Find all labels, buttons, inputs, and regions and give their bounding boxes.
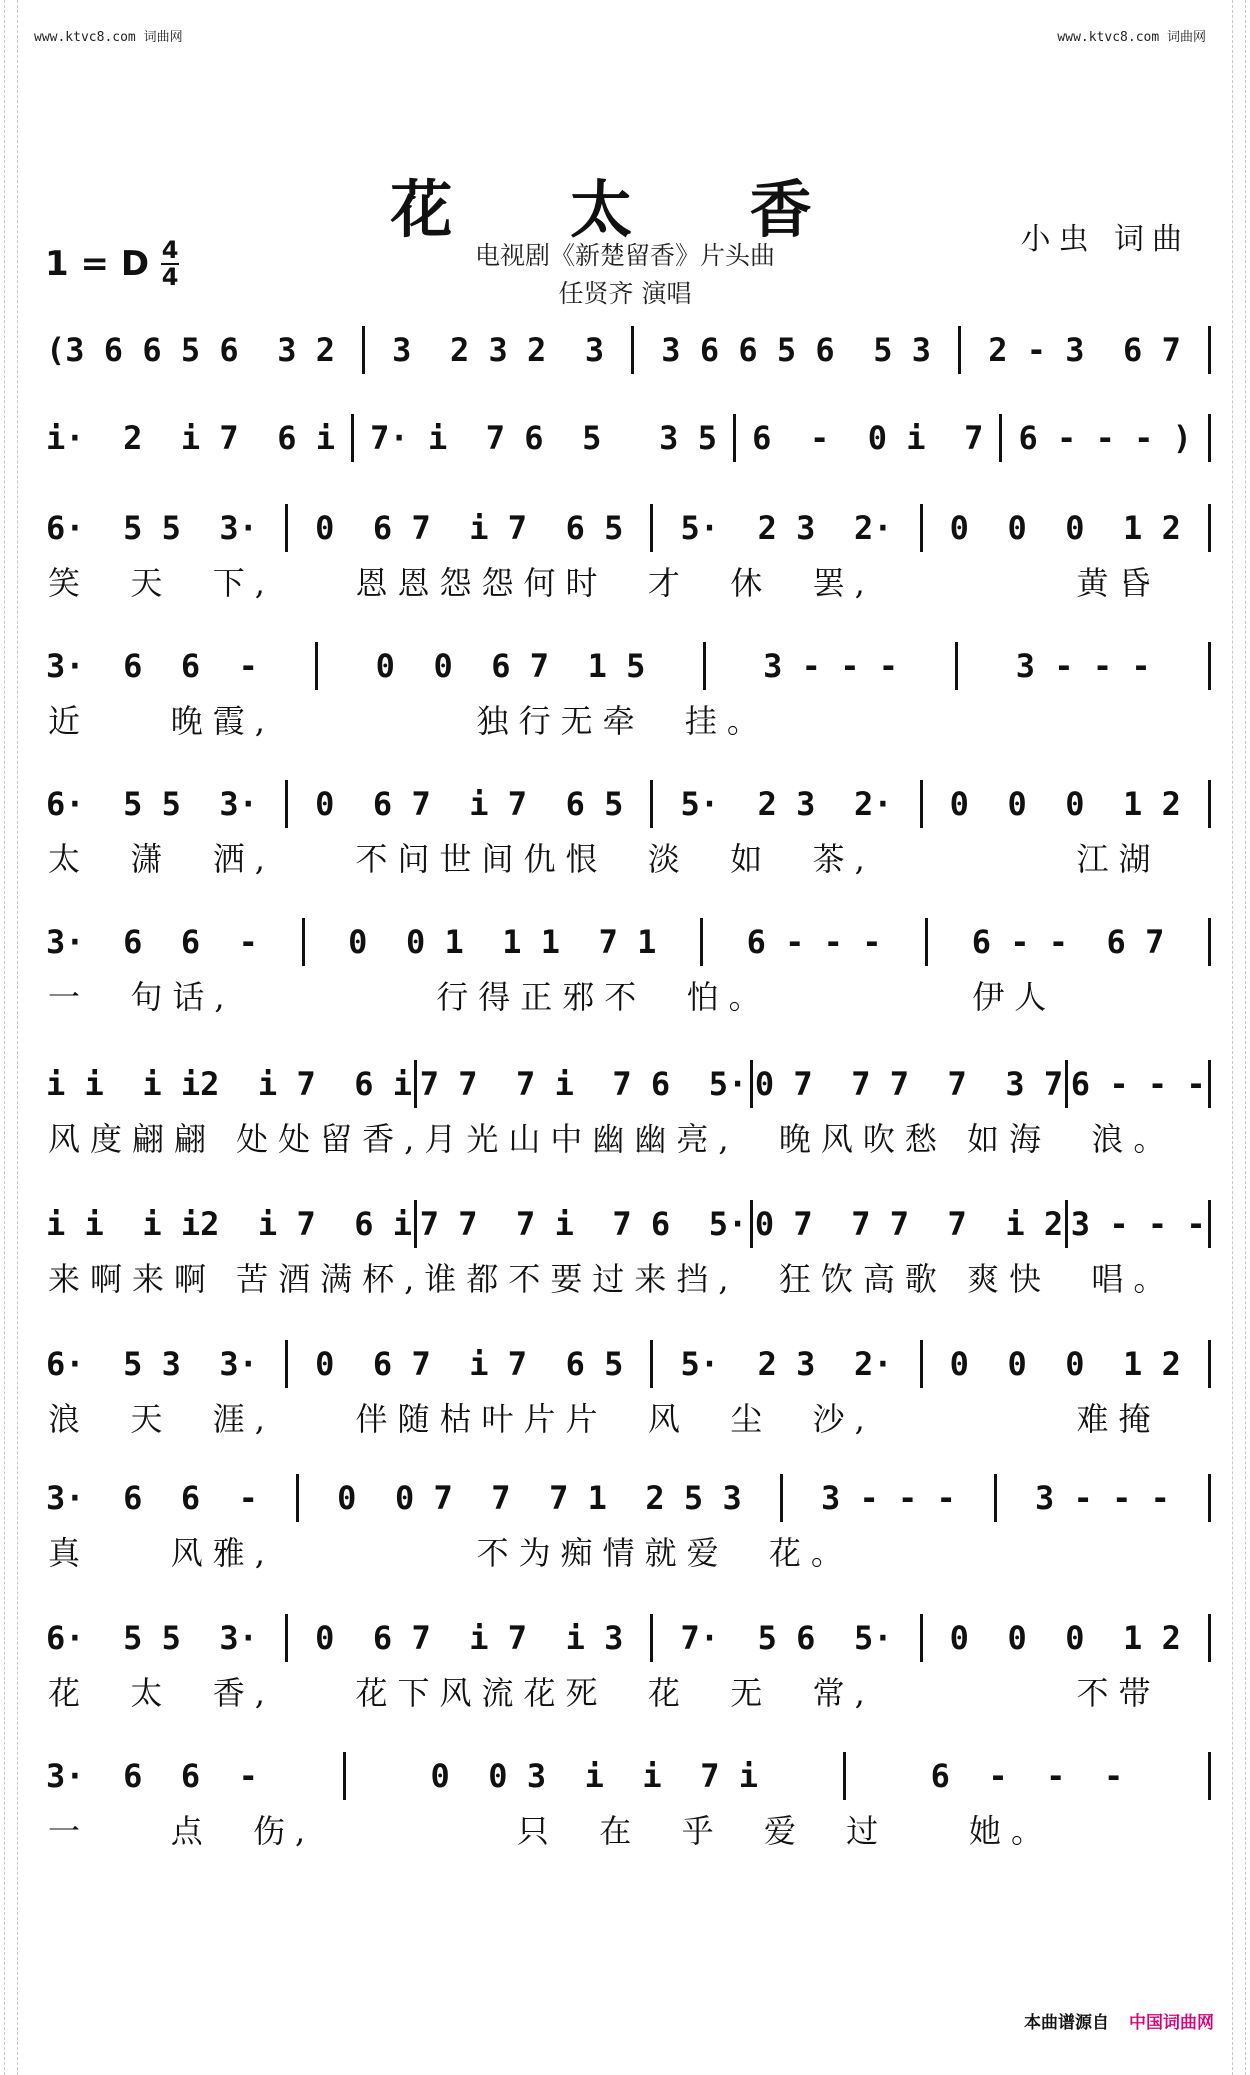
- bar-line: [285, 1614, 288, 1662]
- bar-line: [1208, 1200, 1211, 1248]
- song-title: 花 太 香: [390, 173, 860, 246]
- notation-row: [46, 410, 1211, 466]
- bar-line: [650, 504, 653, 552]
- bar-line: [650, 780, 653, 828]
- bar-line: [315, 642, 318, 690]
- measure: 6 - - - ): [1018, 419, 1192, 457]
- measure: 6 - - 6 7: [971, 923, 1165, 961]
- bar-line: [285, 780, 288, 828]
- bar-line: [920, 504, 923, 552]
- measure: 0 0 6 7 1 5: [375, 647, 646, 685]
- right-margin-strip: [1232, 0, 1246, 2075]
- bar-line: [1065, 1060, 1068, 1108]
- bar-line: [362, 326, 365, 374]
- bar-line: [1208, 1340, 1211, 1388]
- measure: 3· 6 6 -: [46, 1757, 258, 1795]
- bar-line: [843, 1752, 846, 1800]
- measure: 6 - - -: [746, 923, 882, 961]
- measure: 0 0 0 1 2: [949, 785, 1181, 823]
- notation-row: [46, 638, 1211, 694]
- footer-credit: [1024, 2008, 1214, 2033]
- measure: 5· 2 3 2·: [680, 785, 893, 823]
- measure: 6· 5 5 3·: [46, 1619, 258, 1657]
- notation-row: [46, 1056, 1211, 1112]
- bar-line: [920, 1614, 923, 1662]
- measure: 7· 5 6 5·: [680, 1619, 893, 1657]
- measure: 6 - - -: [1070, 1065, 1206, 1103]
- lyric-line: 太 潇 洒, 不问世间仇恨 淡 如 茶, 江湖: [48, 840, 1161, 878]
- bar-line: [296, 1474, 299, 1522]
- song-performer: 任贤齐 演唱: [558, 279, 692, 308]
- key-label: 1 = D: [45, 244, 150, 284]
- measure: 0 0 1 1 1 7 1: [348, 923, 657, 961]
- measure: 5· 2 3 2·: [680, 509, 893, 547]
- lyric-line: 真 风雅, 不为痴情就爱 花。: [48, 1534, 853, 1572]
- measure: 0 6 7 i 7 6 5: [315, 509, 624, 547]
- header-right-url: www.ktvc8.com 词曲网: [1057, 30, 1206, 45]
- measure: 0 6 7 i 7 6 5: [315, 1345, 624, 1383]
- lyric-line: 花 太 香, 花下风流花死 花 无 常, 不带: [48, 1674, 1161, 1712]
- lyric-line: 风度翩翩 处处留香,月光山中幽幽亮, 晚风吹愁 如海 浪。: [48, 1120, 1176, 1158]
- lyric-line: 笑 天 下, 恩恩怨怨何时 才 休 罢, 黄昏: [48, 564, 1161, 602]
- measure: 7 7 7 i 7 6 5·: [419, 1205, 748, 1243]
- bar-line: [703, 642, 706, 690]
- measure: 6· 5 3 3·: [46, 1345, 258, 1383]
- notation-row: [46, 1610, 1211, 1666]
- measure: 0 0 0 1 2: [949, 1619, 1181, 1657]
- measure: 3 - - -: [1070, 1205, 1206, 1243]
- measure: 6· 5 5 3·: [46, 785, 258, 823]
- bar-line: [925, 918, 928, 966]
- measure: 6· 5 5 3·: [46, 509, 258, 547]
- bar-line: [302, 918, 305, 966]
- measure: 3 - - -: [1015, 647, 1151, 685]
- measure: 6 - 0 i 7: [752, 419, 984, 457]
- notation-row: [46, 1470, 1211, 1526]
- measure: 3 - - -: [763, 647, 898, 685]
- time-signature: [161, 238, 179, 290]
- measure: 3· 6 6 -: [46, 923, 258, 961]
- bar-line: [631, 326, 634, 374]
- time-signature-top: 4: [161, 236, 179, 264]
- measure: i i i i2 i 7 6 i: [46, 1205, 413, 1243]
- measure: 0 0 0 1 2: [949, 509, 1181, 547]
- measure: 5· 2 3 2·: [680, 1345, 893, 1383]
- bar-line: [733, 414, 736, 462]
- measure: (3 6 6 5 6 3 2: [46, 331, 335, 369]
- bar-line: [958, 326, 961, 374]
- bar-line: [999, 414, 1002, 462]
- notation-row: [46, 500, 1211, 556]
- footer-source: 本曲谱源自: [1024, 2013, 1109, 2033]
- bar-line: [920, 1340, 923, 1388]
- notation-row: [46, 1196, 1211, 1252]
- measure: 3 6 6 5 6 5 3: [661, 331, 931, 369]
- bar-line: [750, 1200, 753, 1248]
- bar-line: [343, 1752, 346, 1800]
- measure: 0 6 7 i 7 i 3: [315, 1619, 624, 1657]
- bar-line: [1208, 504, 1211, 552]
- bar-line: [1065, 1200, 1068, 1248]
- measure: 3 - - -: [820, 1479, 956, 1517]
- header-left-url: www.ktvc8.com 词曲网: [34, 30, 183, 45]
- lyric-line: 浪 天 涯, 伴随枯叶片片 风 尘 沙, 难掩: [48, 1400, 1161, 1438]
- bar-line: [351, 414, 354, 462]
- measure: 0 7 7 7 7 3 7: [754, 1065, 1064, 1103]
- bar-line: [920, 780, 923, 828]
- bar-line: [285, 1340, 288, 1388]
- bar-line: [1208, 1752, 1211, 1800]
- lyric-line: 近 晚霞, 独行无牵 挂。: [48, 702, 769, 740]
- measure: i· 2 i 7 6 i: [46, 419, 335, 457]
- bar-line: [1208, 414, 1211, 462]
- song-author: 小虫 词曲: [1020, 222, 1190, 257]
- measure: 0 0 7 7 7 1 2 5 3: [337, 1479, 742, 1517]
- bar-line: [1208, 642, 1211, 690]
- left-margin-strip: [4, 0, 18, 2075]
- measure: 6 - - -: [930, 1757, 1124, 1795]
- notation-row: [46, 1748, 1211, 1804]
- notation-row: [46, 1336, 1211, 1392]
- measure: 2 - 3 6 7: [988, 331, 1181, 369]
- time-signature-bottom: 4: [161, 263, 179, 291]
- bar-line: [780, 1474, 783, 1522]
- lyric-line: 来啊来啊 苦酒满杯,谁都不要过来挡, 狂饮高歌 爽快 唱。: [48, 1260, 1176, 1298]
- measure: 7· i 7 6 5 3 5: [370, 419, 717, 457]
- bar-line: [1208, 1060, 1211, 1108]
- bar-line: [1208, 780, 1211, 828]
- measure: 3 - - -: [1035, 1479, 1170, 1517]
- notation-row: [46, 776, 1211, 832]
- bar-line: [414, 1060, 417, 1108]
- bar-line: [700, 918, 703, 966]
- bar-line: [1208, 1614, 1211, 1662]
- bar-line: [1208, 918, 1211, 966]
- bar-line: [1208, 326, 1211, 374]
- measure: 7 7 7 i 7 6 5·: [419, 1065, 748, 1103]
- bar-line: [650, 1614, 653, 1662]
- bar-line: [650, 1340, 653, 1388]
- bar-line: [994, 1474, 997, 1522]
- footer-brand: 中国词曲网: [1129, 2013, 1214, 2033]
- measure: 3 2 3 2 3: [392, 331, 605, 369]
- bar-line: [414, 1200, 417, 1248]
- notation-row: [46, 914, 1211, 970]
- measure: 0 0 0 1 2: [949, 1345, 1181, 1383]
- key-signature: [45, 238, 179, 290]
- lyric-line: 一 句话, 行得正邪不 怕。 伊人: [48, 978, 1057, 1016]
- measure: 0 0 3 i i 7 i: [430, 1757, 758, 1795]
- bar-line: [750, 1060, 753, 1108]
- song-subtitle: 电视剧《新楚留香》片头曲: [474, 241, 775, 270]
- measure: 3· 6 6 -: [46, 647, 258, 685]
- measure: 0 6 7 i 7 6 5: [315, 785, 624, 823]
- notation-row: [46, 322, 1211, 378]
- bar-line: [1208, 1474, 1211, 1522]
- measure: 0 7 7 7 7 i 2: [754, 1205, 1064, 1243]
- bar-line: [285, 504, 288, 552]
- bar-line: [955, 642, 958, 690]
- lyric-line: 一 点 伤, 只 在 乎 爱 过 她。: [48, 1812, 1053, 1850]
- measure: 3· 6 6 -: [46, 1479, 258, 1517]
- measure: i i i i2 i 7 6 i: [46, 1065, 413, 1103]
